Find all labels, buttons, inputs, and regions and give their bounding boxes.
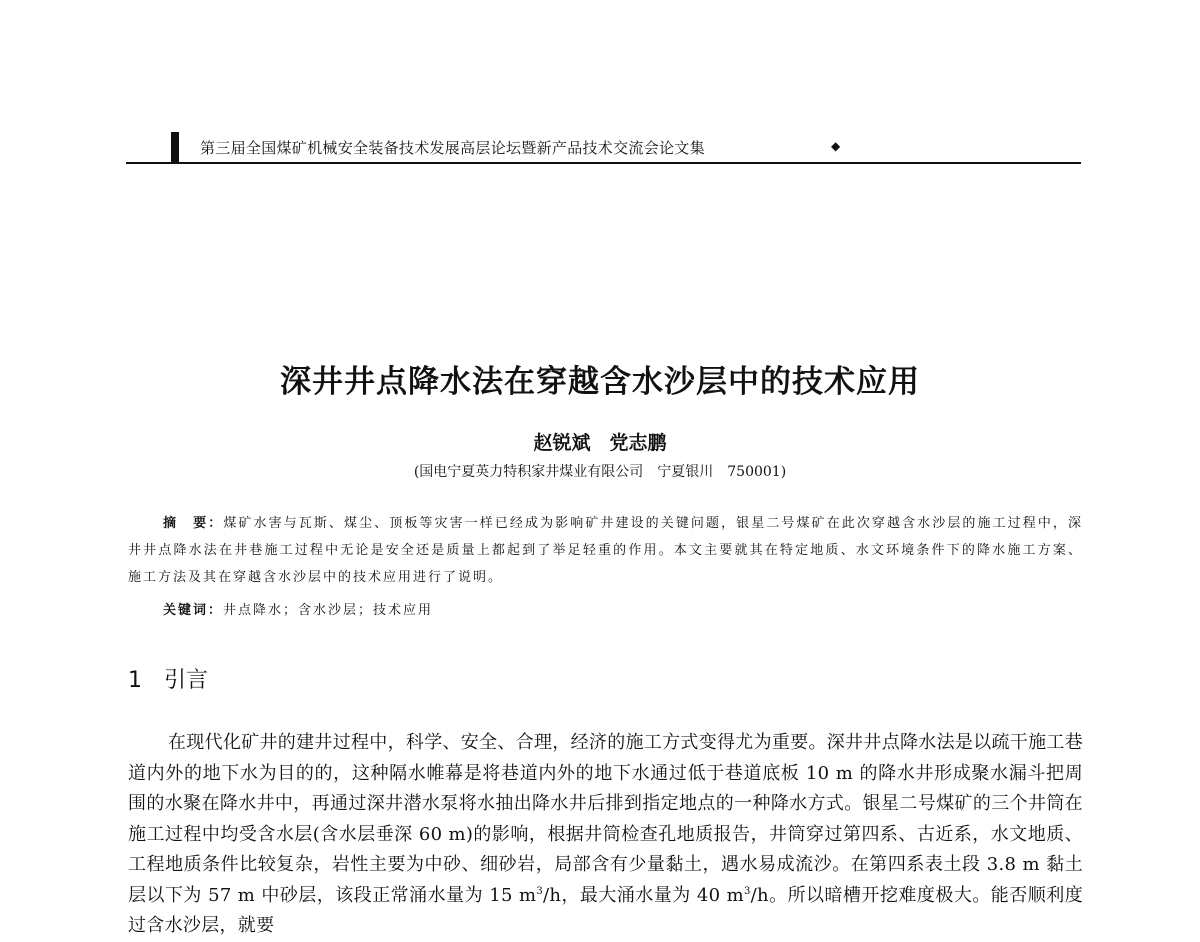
- abstract-text: 煤矿水害与瓦斯、煤尘、顶板等灾害一样已经成为影响矿井建设的关键问题，银星二号煤矿在此次穿越含水沙层的施工过程中，深井井点降水法在井巷施工过程中无论是安全还是质量上都起到了举足轻重的作用。本文主要就其在特定地质、水文环境条件下的降水施工方案、施工方法及其在穿越含水沙层中的技术应用进行了说明。: [128, 516, 1083, 585]
- body-text-part3: /h。所以暗槽开挖难度极大。能否顺利度过含水沙层，就要: [128, 884, 1083, 936]
- keywords-text: 井点降水；含水沙层；技术应用: [223, 603, 434, 618]
- running-header: [126, 128, 1081, 164]
- keywords-label: 关键词：: [163, 603, 224, 618]
- diamond-icon: ◆: [831, 139, 841, 153]
- section-heading: [128, 663, 208, 694]
- paper-title: 深井井点降水法在穿越含水沙层中的技术应用: [280, 364, 920, 400]
- abstract-label: 摘 要：: [163, 516, 224, 531]
- body-superscript-2: 3: [744, 885, 751, 897]
- body-text-part2: /h，最大涌水量为 40 m: [542, 884, 744, 906]
- section-title: 引言: [164, 668, 209, 693]
- body-text-part1: 在现代化矿井的建井过程中，科学、安全、合理，经济的施工方式变得尤为重要。深井井点降水法是以疏干施工巷道内外的地下水为目的的，这种隔水帷幕是将巷道内外的地下水通过低于巷道底板 10 m 的降水井形成聚水漏斗把周围的水聚在降水井中，再通过深井潜水泵将水抽出降水井后排到指定地点的一种降水方式。银星二号煤矿的三个井筒在施工过程中均受含水层(含水层垂深 60 m)的影响，根据井筒检查孔地质报告，井筒穿过第四系、古近系，水文地质、工程地质条件比较复杂，岩性主要为中砂、细砂岩，局部含有少量黏土，遇水易成流沙。在第四系表土段 3.8 m 黏土层以下为 57 m 中砂层，该段正常涌水量为 15 m: [128, 732, 1083, 906]
- section-number: 1: [128, 668, 142, 693]
- keywords: [163, 599, 433, 618]
- body-superscript-1: 3: [536, 885, 543, 897]
- paper-affiliation: (国电宁夏英力特积家井煤业有限公司 宁夏银川 750001): [413, 464, 787, 480]
- header-bar-ornament: [171, 132, 179, 162]
- paper-authors: 赵锐斌 党志鹏: [533, 432, 667, 454]
- header-rule: [126, 162, 1081, 164]
- abstract: [128, 510, 1083, 591]
- running-title: 第三届全国煤矿机械安全装备技术发展高层论坛暨新产品技术交流会论文集: [200, 139, 705, 157]
- body-paragraph: [128, 728, 1083, 942]
